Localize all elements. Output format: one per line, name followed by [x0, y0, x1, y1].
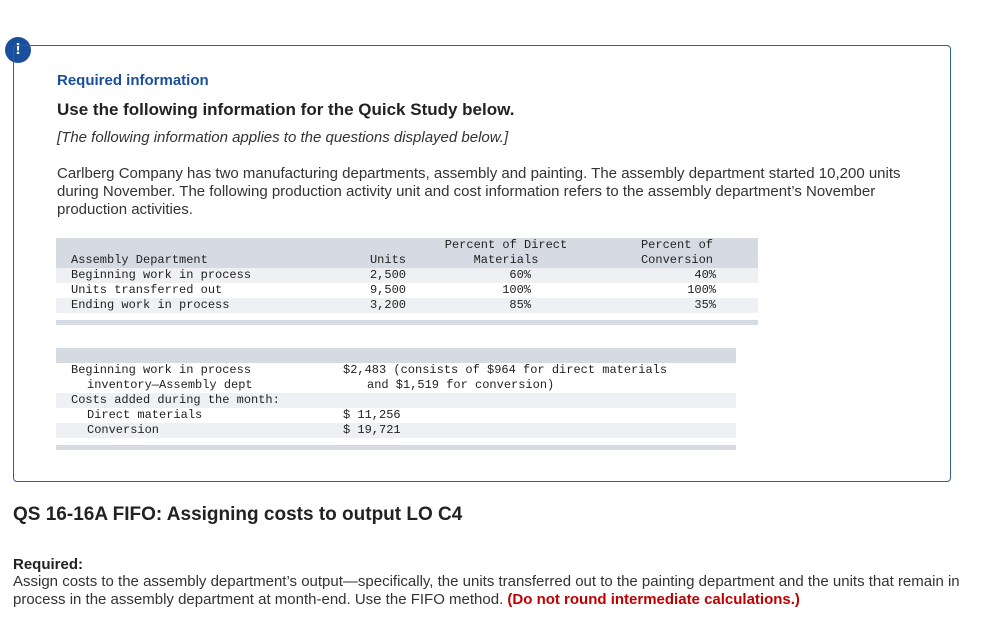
applies-note: [The following information applies to the questions displayed below.]	[57, 129, 509, 146]
direct-materials-value: $ 11,256	[343, 408, 401, 422]
required-information-panel	[13, 45, 951, 482]
column-header-pct-dm-line2: Materials	[473, 253, 539, 267]
bwip-value-line1: $2,483 (consists of $964 for direct materials	[343, 363, 668, 377]
conversion-value: $ 19,721	[343, 423, 401, 437]
rounding-note: (Do not round intermediate calculations.)	[507, 591, 800, 608]
conversion-label: Conversion	[87, 423, 160, 437]
required-info-heading: Required information	[57, 72, 209, 89]
bwip-label-line1: Beginning work in process	[71, 363, 252, 377]
column-header-pct-cv-line1: Percent of	[640, 238, 713, 252]
column-header-pct-cv-line2: Conversion	[640, 253, 713, 267]
required-instructions: Assign costs to the assembly department’s output—specifically, the units transferred out to the painting department and the units that remain in process in the assembly department at month-end. Use the FIFO method. (Do not round intermediate calculations.)	[13, 573, 960, 608]
use-following-heading: Use the following information for the Quick Study below.	[57, 100, 515, 119]
bwip-label-line2: inventory—Assembly dept	[87, 378, 253, 392]
column-header-pct-dm-line1: Percent of Direct	[444, 238, 568, 252]
costs-added-label: Costs added during the month:	[71, 393, 280, 407]
intro-paragraph: Carlberg Company has two manufacturing departments, assembly and painting. The assembly department started 10,200 units during November. The following production activity unit and cost information refers to the assembly department’s November production activities.	[57, 165, 901, 218]
bwip-value-line2: and $1,519 for conversion)	[367, 378, 555, 392]
direct-materials-label: Direct materials	[87, 408, 203, 422]
column-header-department: Assembly Department	[71, 253, 208, 267]
alert-icon: !	[5, 37, 31, 63]
required-label: Required:	[13, 556, 84, 573]
column-header-units: Units	[369, 253, 406, 267]
cost-table	[56, 348, 736, 452]
units-table: Assembly Department Units Percent of Direct Materials Percent of Conversion Beginning work in process 2,500 60% 40% Units transferred out 9,500 100% 100% Ending work in process 3,200 85% 35%	[56, 238, 758, 326]
question-title: QS 16-16A FIFO: Assigning costs to output LO C4	[13, 504, 463, 525]
